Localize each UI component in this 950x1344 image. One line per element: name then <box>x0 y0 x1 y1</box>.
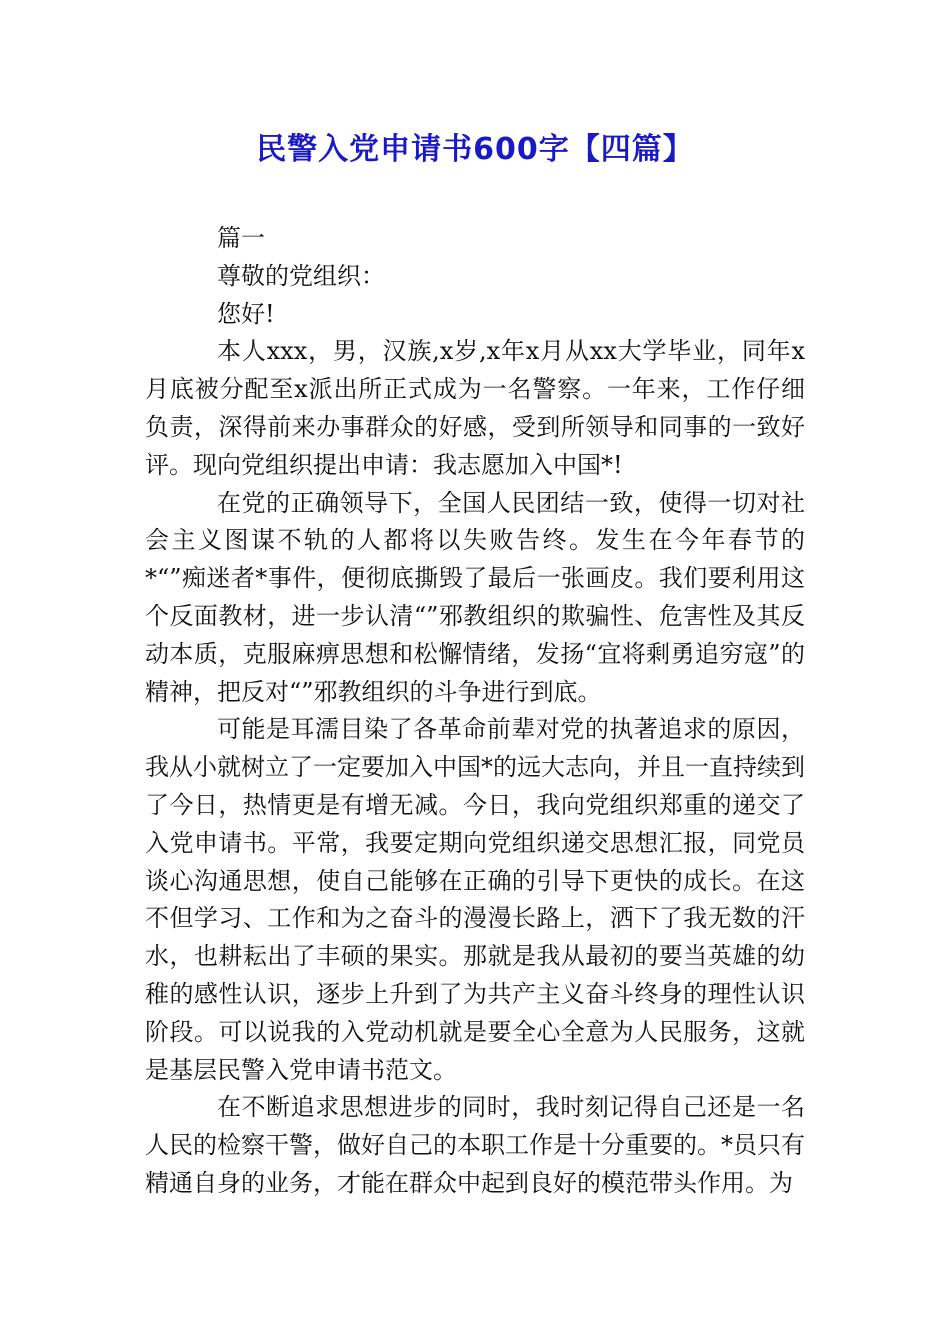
salutation: 尊敬的党组织： <box>217 261 385 290</box>
body-paragraph: 在党的正确领导下，全国人民团结一致，使得一切对社会主义图谋不轨的人都将以失败告终。发生在今年春节的*“”痴迷者*事件，便彻底撕毁了最后一张画皮。我们要利用这个反面教材，进一步认清“”邪教组织的欺骗性、危害性及其反动本质，克服麻痹思想和松懈情绪，发扬“宜将剩勇追穷寇”的精神，把反对“”邪教组织的斗争进行到底。 <box>145 488 805 706</box>
section-heading: 篇一 <box>217 224 265 252</box>
body-paragraph: 本人xxx，男，汉族,x岁,x年x月从xx大学毕业，同年x月底被分配至x派出所正式成为一名警察。一年来，工作仔细负责，深得前来办事群众的好感，受到所领导和同事的一致好评。现向党组织提出申请：我志愿加入中国*! <box>145 337 805 479</box>
document-body <box>145 220 805 1203</box>
body-paragraph: 可能是耳濡目染了各革命前辈对党的执著追求的原因，我从小就树立了一定要加入中国*的远大志向，并且一直持续到了今日，热情更是有增无减。今日，我向党组织郑重的递交了入党申请书。平常，我要定期向党组织递交思想汇报，同党员谈心沟通思想，使自己能够在正确的引导下更快的成长。在这不但学习、工作和为之奋斗的漫漫长路上，洒下了我无数的汗水，也耕耘出了丰硕的果实。那就是我从最初的要当英雄的幼稚的感性认识，逐步上升到了为共产主义奋斗终身的理性认识阶段。可以说我的入党动机就是要全心全意为人民服务，这就是基层民警入党申请书范文。 <box>145 715 805 1084</box>
document-title: 民警入党申请书600字【四篇】 <box>256 132 694 167</box>
greeting: 您好! <box>217 299 275 328</box>
body-paragraph: 在不断追求思想进步的同时，我时刻记得自己还是一名人民的检察干警，做好自己的本职工作是十分重要的。*员只有精通自身的业务，才能在群众中起到良好的模范带头作用。为 <box>145 1093 805 1197</box>
